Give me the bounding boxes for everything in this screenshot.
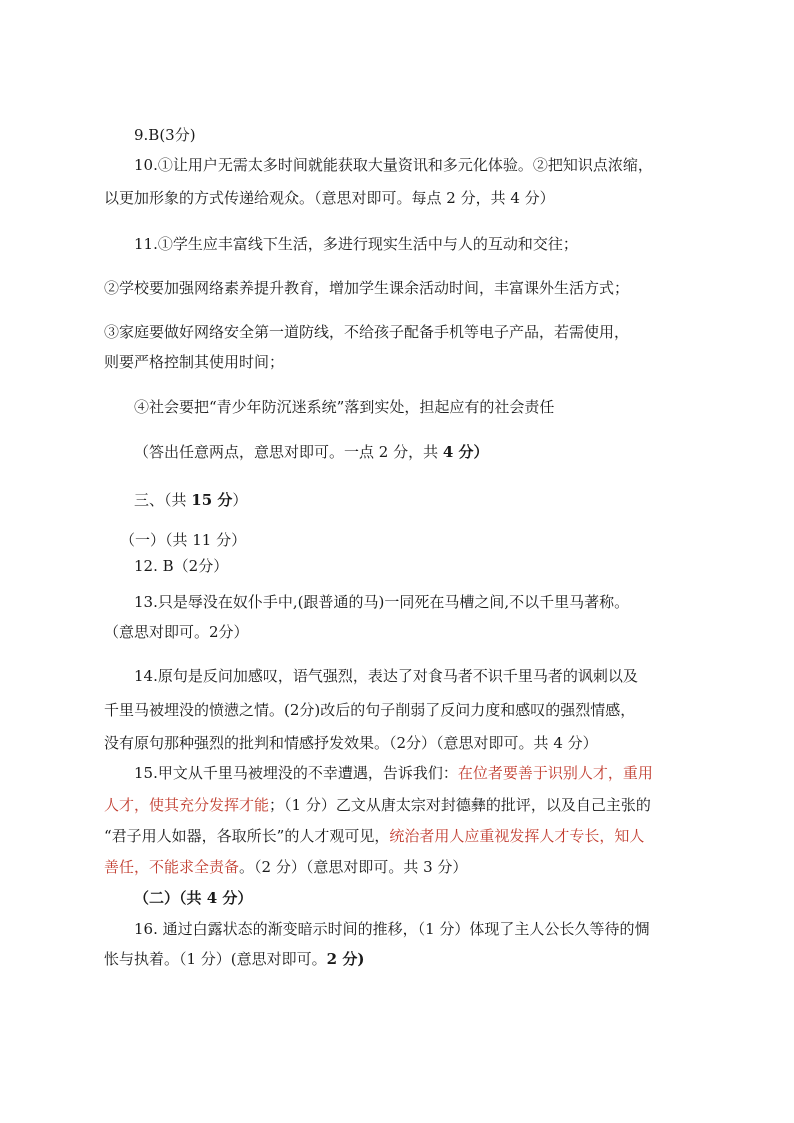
answer-11-note-text: （答出任意两点，意思对即可。一点 2 分，共 xyxy=(134,443,443,461)
answer-15-text-a: 15.甲文从千里马被埋没的不幸遭遇，告诉我们： xyxy=(134,764,458,782)
section-3-label: 三、（共 xyxy=(134,491,192,509)
answer-15-line4 xyxy=(104,857,467,877)
answer-15-line1 xyxy=(134,763,653,783)
answer-11-point4: ④社会要把“青少年防沉迷系统”落到实处，担起应有的社会责任 xyxy=(134,398,555,416)
answer-15-line3 xyxy=(104,826,644,846)
answer-15-text-c: “君子用人如器，各取所长”的人才观可见， xyxy=(104,827,390,845)
answer-11-note-score: 4 分） xyxy=(442,443,489,461)
answer-14-line3: 没有原句那种强烈的批判和情感抒发效果。（2分）（意思对即可。共 4 分） xyxy=(104,734,598,752)
answer-15-key-c: 统治者用人应重视发挥人才专长，知人 xyxy=(389,827,645,845)
section-3-close: ） xyxy=(232,491,248,509)
answer-15-text-d: 。（2 分）（意思对即可。共 3 分） xyxy=(239,858,468,876)
answer-15-line2 xyxy=(104,795,651,815)
answer-13-line1: 13.只是辱没在奴仆手中,(跟普通的马)一同死在马槽之间,不以千里马著称。 xyxy=(134,593,630,611)
answer-15-key-a: 在位者要善于识别人才，重用 xyxy=(457,764,653,782)
answer-16-line2 xyxy=(104,949,364,969)
answer-11-point3-line1: ③家庭要做好网络安全第一道防线，不给孩子配备手机等电子产品，若需使用， xyxy=(104,323,630,341)
answer-13-line2: （意思对即可。2分） xyxy=(104,623,249,641)
subsection-2-heading: （二）（共 4 分） xyxy=(134,889,253,907)
answer-15-key-d: 善任，不能求全责备 xyxy=(104,858,240,876)
section-3-heading xyxy=(134,490,247,510)
answer-16-text: 怅与执着。（1 分）(意思对即可。 xyxy=(104,950,327,968)
answer-12: 12. B（2分） xyxy=(134,557,229,575)
answer-10-line2: 以更加形象的方式传递给观众。（意思对即可。每点 2 分，共 4 分） xyxy=(104,189,555,207)
answer-11-note xyxy=(134,442,489,462)
answer-11-point3-line2: 则要严格控制其使用时间； xyxy=(104,353,285,371)
answer-15-text-b: ；（1 分）乙文从唐太宗对封德彝的批评，以及自己主张的 xyxy=(269,796,651,814)
answer-14-line2: 千里马被埋没的愤懑之情。(2分)改后的句子削弱了反问力度和感叹的强烈情感， xyxy=(104,701,636,719)
answer-14-line1: 14.原句是反问加感叹，语气强烈，表达了对食马者不识千里马者的讽刺以及 xyxy=(134,667,638,685)
answer-16-line1: 16. 通过白露状态的渐变暗示时间的推移，（1 分）体现了主人公长久等待的惆 xyxy=(134,920,650,938)
answer-16-score: 2 分) xyxy=(326,950,365,968)
answer-9: 9.B(3分) xyxy=(134,126,196,144)
answer-15-key-b: 人才，使其充分发挥才能 xyxy=(104,796,270,814)
answer-11-point1: 11.①学生应丰富线下生活，多进行现实生活中与人的互动和交往； xyxy=(134,235,578,253)
subsection-1-heading: （一）（共 11 分） xyxy=(120,531,247,549)
answer-11-point2: ②学校要加强网络素养提升教育，增加学生课余活动时间，丰富课外生活方式； xyxy=(104,279,630,297)
answer-10-line1: 10.①让用户无需太多时间就能获取大量资讯和多元化体验。②把知识点浓缩， xyxy=(134,156,653,174)
section-3-score: 15 分 xyxy=(191,491,233,509)
